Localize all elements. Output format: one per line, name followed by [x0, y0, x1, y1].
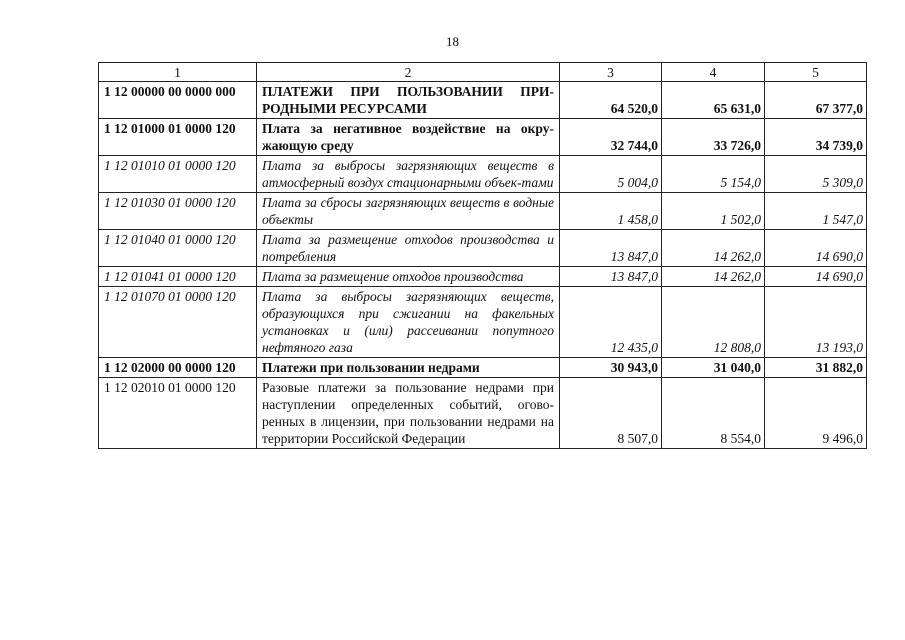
value-col4: 14 262,0 — [662, 267, 765, 287]
value-col3: 13 847,0 — [560, 230, 662, 267]
value-col3: 8 507,0 — [560, 378, 662, 449]
item-name: Плата за выбросы загрязняющих веществ в атмосферный воздух стационарными объек-тами — [257, 156, 560, 193]
value-col3: 32 744,0 — [560, 119, 662, 156]
budget-code: 1 12 01041 01 0000 120 — [99, 267, 257, 287]
item-name: Плата за сбросы загрязняющих веществ в водные объекты — [257, 193, 560, 230]
column-header: 1 — [99, 63, 257, 82]
column-header: 2 — [257, 63, 560, 82]
budget-code: 1 12 02000 00 0000 120 — [99, 358, 257, 378]
budget-code: 1 12 00000 00 0000 000 — [99, 82, 257, 119]
value-col5: 14 690,0 — [765, 267, 867, 287]
value-col3: 5 004,0 — [560, 156, 662, 193]
item-name: Плата за размещение отходов производства и потребления — [257, 230, 560, 267]
item-name: Плата за негативное воздействие на окру-жающую среду — [257, 119, 560, 156]
column-header: 5 — [765, 63, 867, 82]
value-col4: 5 154,0 — [662, 156, 765, 193]
value-col4: 65 631,0 — [662, 82, 765, 119]
table-row — [99, 119, 867, 156]
item-name: Разовые платежи за пользование недрами при наступлении определенных событий, огово-ренных в лицензии, при пользовании недрами на территории Российской Федерации — [257, 378, 560, 449]
table-row — [99, 82, 867, 119]
value-col4: 12 808,0 — [662, 287, 765, 358]
table-row — [99, 267, 867, 287]
column-header: 4 — [662, 63, 765, 82]
value-col5: 13 193,0 — [765, 287, 867, 358]
value-col5: 31 882,0 — [765, 358, 867, 378]
budget-code: 1 12 01000 01 0000 120 — [99, 119, 257, 156]
value-col5: 1 547,0 — [765, 193, 867, 230]
budget-code: 1 12 01040 01 0000 120 — [99, 230, 257, 267]
table-row — [99, 230, 867, 267]
budget-code: 1 12 01070 01 0000 120 — [99, 287, 257, 358]
value-col5: 9 496,0 — [765, 378, 867, 449]
budget-table — [98, 62, 867, 449]
value-col3: 30 943,0 — [560, 358, 662, 378]
budget-code: 1 12 01010 01 0000 120 — [99, 156, 257, 193]
budget-code: 1 12 01030 01 0000 120 — [99, 193, 257, 230]
value-col4: 31 040,0 — [662, 358, 765, 378]
table-row — [99, 193, 867, 230]
item-name: Плата за размещение отходов производства — [257, 267, 560, 287]
table-row — [99, 378, 867, 449]
value-col3: 64 520,0 — [560, 82, 662, 119]
table-row — [99, 156, 867, 193]
item-name: Плата за выбросы загрязняющих веществ, образующихся при сжигании на факельных установках и (или) рассеивании попутного нефтяного газа — [257, 287, 560, 358]
value-col4: 1 502,0 — [662, 193, 765, 230]
item-name: ПЛАТЕЖИ ПРИ ПОЛЬЗОВАНИИ ПРИ-РОДНЫМИ РЕСУРСАМИ — [257, 82, 560, 119]
value-col3: 12 435,0 — [560, 287, 662, 358]
page-number: 18 — [446, 34, 459, 49]
value-col5: 14 690,0 — [765, 230, 867, 267]
header-row — [99, 63, 867, 82]
value-col5: 34 739,0 — [765, 119, 867, 156]
item-name: Платежи при пользовании недрами — [257, 358, 560, 378]
value-col4: 14 262,0 — [662, 230, 765, 267]
value-col4: 8 554,0 — [662, 378, 765, 449]
column-header: 3 — [560, 63, 662, 82]
table-row — [99, 287, 867, 358]
value-col3: 13 847,0 — [560, 267, 662, 287]
budget-code: 1 12 02010 01 0000 120 — [99, 378, 257, 449]
value-col5: 67 377,0 — [765, 82, 867, 119]
value-col4: 33 726,0 — [662, 119, 765, 156]
table-row — [99, 358, 867, 378]
value-col5: 5 309,0 — [765, 156, 867, 193]
value-col3: 1 458,0 — [560, 193, 662, 230]
